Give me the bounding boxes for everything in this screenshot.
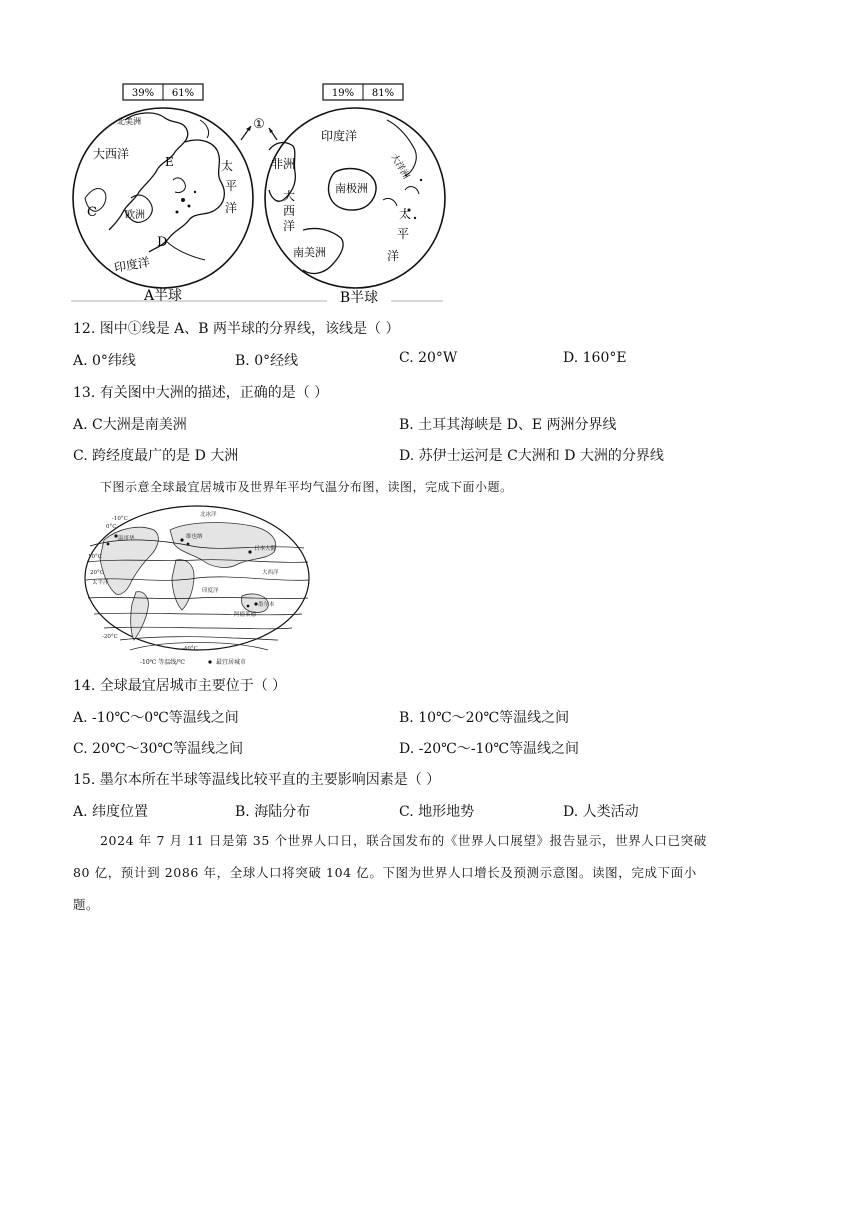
world-isotherm-map (82, 500, 314, 670)
q15-option-c[interactable]: C. 地形地势 (399, 804, 475, 820)
intro-population-line1: 2024 年 7 月 11 日是第 35 个世界人口日，联合国发布的《世界人口展望》报告显示，世界人口已突破 (100, 833, 707, 848)
label-C: C (87, 205, 97, 220)
ocean-label-arctic: 北冰洋 (200, 512, 217, 518)
map-legend (140, 658, 246, 666)
hemisphere-b-map (265, 108, 445, 288)
label-pacific-b-3: 洋 (387, 249, 400, 263)
isotherm-label-5: -20°C (102, 634, 118, 640)
question-12-stem: 12. 图中①线是 A、B 两半球的分界线，该线是（ ） (73, 321, 400, 337)
ocean-label-atlantic: 大西洋 (262, 570, 279, 576)
isotherm-label-4: 20°C (90, 570, 104, 576)
q12-option-c[interactable]: C. 20°W (399, 350, 458, 366)
label-north-america: 北美洲 (117, 117, 141, 126)
question-15-stem: 15. 墨尔本所在半球等温线比较平直的主要影响因素是（ ） (73, 772, 441, 788)
q14-option-c[interactable]: C. 20℃～30℃等温线之间 (73, 741, 244, 757)
q14-option-a[interactable]: A. -10℃～0℃等温线之间 (73, 710, 239, 726)
label-D: D (157, 235, 168, 250)
label-pacific-a-1: 太 (221, 159, 234, 173)
q13-option-c[interactable]: C. 跨经度最广的是 D 大洲 (73, 448, 239, 464)
city-label-3: 墨尔本 (258, 602, 275, 608)
label-indian-b: 印度洋 (321, 129, 358, 143)
label-atlantic-a: 大西洋 (93, 147, 130, 161)
label-south-america: 南美洲 (293, 246, 326, 259)
city-label-5: 维也纳 (186, 534, 203, 540)
q14-option-b[interactable]: B. 10℃～20℃等温线之间 (399, 710, 570, 726)
hemisphere-b-ratio-box (323, 84, 403, 100)
q13-option-d[interactable]: D. 苏伊士运河是 C大洲和 D 大洲的分界线 (399, 448, 664, 464)
intro-population-line3: 题。 (73, 897, 100, 912)
q15-option-d[interactable]: D. 人类活动 (563, 804, 639, 820)
q15-option-b[interactable]: B. 海陆分布 (235, 804, 311, 820)
ocean-label-pacific: 太平洋 (92, 580, 109, 586)
label-antarctica: 南极洲 (335, 182, 368, 195)
q13-option-b[interactable]: B. 土耳其海峡是 D、E 两洲分界线 (399, 417, 617, 433)
label-africa: 非洲 (271, 157, 296, 171)
boundary-line-marker (241, 117, 277, 140)
ocean-label-indian: 印度洋 (202, 588, 219, 594)
q13-option-a[interactable]: A. C大洲是南美洲 (73, 417, 187, 433)
city-label-4: 阿德莱德 (234, 612, 257, 618)
label-atlantic-b-3: 洋 (283, 219, 296, 233)
legend-isotherm: -10℃ 等温线/℃ (140, 659, 186, 666)
label-pacific-b-2: 平 (397, 227, 410, 241)
label-atlantic-b-1: 大 (283, 189, 296, 203)
q12-option-d[interactable]: D. 160°E (563, 350, 627, 366)
question-14-stem: 14. 全球最宜居城市主要位于（ ） (73, 678, 287, 694)
marker-one: ① (253, 117, 265, 132)
city-label-1: 温哥华 (118, 536, 135, 542)
isotherm-label-1: -10°C (112, 516, 128, 522)
hemisphere-a-ratio-right: 61% (171, 88, 195, 99)
q12-option-a[interactable]: A. 0°纬线 (73, 353, 136, 369)
label-pacific-a-2: 平 (225, 179, 238, 193)
label-oceania: 大洋洲 (388, 152, 411, 181)
hemisphere-b-ratio-right: 81% (371, 88, 395, 99)
legend-city: 最宜居城市 (216, 659, 247, 666)
isotherm-label-2: 0°C (106, 524, 117, 530)
question-13-stem: 13. 有关图中大洲的描述，正确的是（ ） (73, 385, 329, 401)
label-indian-a: 印度洋 (113, 254, 151, 275)
isotherm-label-6: -40°C (182, 646, 198, 652)
city-label-2: 日本大阪 (254, 546, 277, 552)
label-atlantic-b-2: 西 (283, 204, 296, 218)
hemisphere-b-caption: B半球 (339, 290, 379, 306)
hemisphere-a-caption: A半球 (143, 288, 183, 304)
label-europe: 欧洲 (125, 210, 145, 221)
intro-livable-cities: 下图示意全球最宜居城市及世界年平均气温分布图，读图，完成下面小题。 (100, 480, 513, 494)
hemisphere-b-ratio-left: 19% (331, 88, 355, 99)
q15-option-a[interactable]: A. 纬度位置 (73, 804, 149, 820)
label-pacific-b-1: 太 (399, 207, 412, 221)
label-pacific-a-3: 洋 (225, 201, 238, 215)
hemisphere-a-map (73, 108, 253, 288)
label-E: E (165, 155, 174, 169)
hemispheres-figure (65, 80, 450, 306)
intro-population-line2: 80 亿，预计到 2086 年，全球人口将突破 104 亿。下图为世界人口增长及预测示意图。读图，完成下面小 (73, 865, 697, 880)
q12-option-b[interactable]: B. 0°经线 (235, 353, 299, 369)
q14-option-d[interactable]: D. -20℃～-10℃等温线之间 (399, 741, 580, 757)
isotherm-label-3: 10°C (88, 554, 102, 560)
hemisphere-a-ratio-left: 39% (131, 88, 155, 99)
hemisphere-a-ratio-box (123, 84, 203, 100)
